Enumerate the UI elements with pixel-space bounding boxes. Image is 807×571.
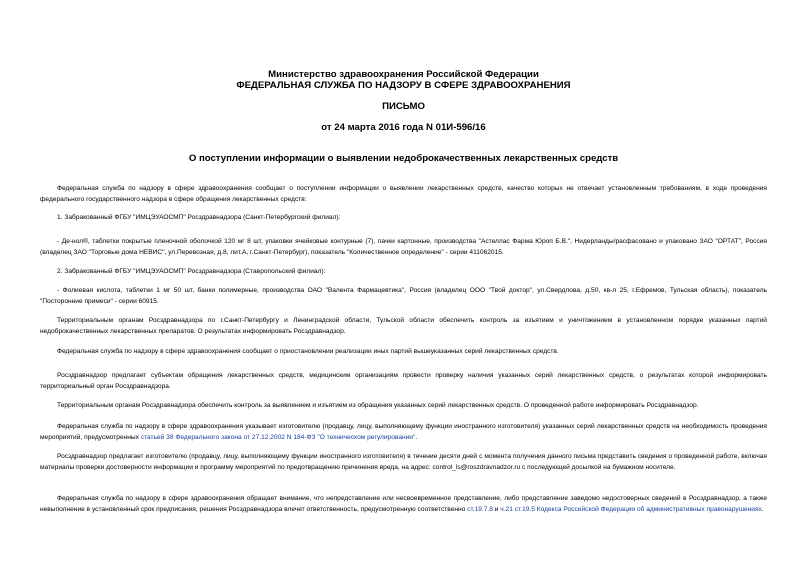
paragraph-liability-notice <box>40 493 767 516</box>
law-article-38-link[interactable]: статьей 38 Федерального закона от 27.12.2002 N 184-ФЗ "О техническом регулировании" <box>140 434 416 442</box>
paragraph-item-2-heading: 2. Забракованный ФГБУ "ИМЦЭУАОСМП" Росздравнадзора (Ставропольский филиал): <box>57 268 326 275</box>
paragraph-withdrawal-control: Территориальным органам Росздравнадзора обеспечить контроль за выявлением и изъятием из обращения указанных серий лекарственных средств. О проведенной работе информировать Росздравнадзор. <box>57 402 699 409</box>
paragraph-text: Федеральная служба по надзору в сфере здравоохранения обращает внимание, что непредставление или несвоевременное представление, либо представление заведомо недостоверных сведений в Росздравнадзор, а также невыполнение в установленный срок предписания, решения Росздравнадзора влечет ответственность, предусмотренную соответственно <box>40 495 767 514</box>
paragraph-item-2-details: - Фолиевая кислота, таблетки 1 мг 50 шт, банки полимерные, производства ОАО "Валента Фармацевтика", Россия (владелец ООО "Твой доктор", ул.Свердлова, д.50, кв-л 25, г.Ефремов, Тульская область), показатель "Посторонние примеси" - серии 60915. <box>40 287 767 306</box>
code-article-19-7-8-link[interactable]: ст.19.7.8 <box>467 506 493 514</box>
paragraph-item-1-details: - Де-нол®, таблетки покрытые пленочной оболочкой 120 мг 8 шт, упаковки ячейковые контурные (7), пачки картонные, производства "Астеллас Фарма Юроп Б.В.", Нидерланды/расфасовано и упаковано ЗАО "ОРТАТ", Россия (владелец ЗАО "Торговые дома НЕВИС", ул.Перевозная, д.8, лит.А, г.Санкт-Петербург), показатель "Количественное определение" - серии 411062015. <box>40 238 767 257</box>
document-date-number: от 24 марта 2016 года N 01И-596/16 <box>321 122 486 133</box>
paragraph-intro: Федеральная служба по надзору в сфере здравоохранения сообщает о поступлении информации о выявлении лекарственных средств, качество которых не отвечает установленным требованиям, в ходе проведения федерального государственного надзора в сфере обращения лекарственных средств: <box>40 185 767 204</box>
ministry-title: Министерство здравоохранения Российской Федерации <box>268 69 539 80</box>
paragraph-territorial-control: Территориальным органам Росздравнадзора по г.Санкт-Петербургу и Ленинградской области, Тульской области обеспечить контроль за изъятием и уничтожением в установленном порядке указанных партий недоброкачественных лекарственных препаратов. О результатах информировать Росздравнадзор. <box>40 317 767 336</box>
agency-title: ФЕДЕРАЛЬНАЯ СЛУЖБА ПО НАДЗОРУ В СФЕРЕ ЗДРАВООХРАНЕНИЯ <box>236 80 571 91</box>
paragraph-text: Федеральная служба по надзору в сфере здравоохранения указывает изготовителю (продавцу, лицу, выполняющему функции иностранного изготовителя) указанных серий лекарственных средств на необходимость проведения мероприятий, предусмотренных <box>40 423 767 442</box>
paragraph-text: . <box>415 434 418 442</box>
paragraph-text: . <box>761 506 764 514</box>
code-article-19-5-link[interactable]: ч.21 ст.19.5 Кодекса Российской Федерации об административных правонарушениях <box>500 506 762 514</box>
document-type: ПИСЬМО <box>382 101 425 112</box>
paragraph-suspension: Федеральная служба по надзору в сфере здравоохранения сообщает о приостановлении реализации иных партий вышеуказанных серий лекарственных средств. <box>57 348 559 355</box>
paragraph-check-proposal: Росздравнадзор предлагает субъектам обращения лекарственных средств, медицинским организациям провести проверку наличия указанных серий лекарственных средств, о результатах которой информировать территориальный орган Росздравнадзора. <box>40 372 767 391</box>
document-subject: О поступлении информации о выявлении недоброкачественных лекарственных средств <box>188 153 619 164</box>
paragraph-report-request: Росздравнадзор предлагает изготовителю (продавцу, лицу, выполняющему функции иностранного изготовителя) в течение десяти дней с момента получения данного письма представить сведения о проведенной работе, включая материалы проверки достоверности информации и программу мероприятий по предотвращению причинения вреда, на адрес: control_ls@roszdravnadzor.ru с последующей досылкой на бумажном носителе. <box>40 453 767 472</box>
paragraph-manufacturer-measures <box>40 421 767 444</box>
paragraph-item-1-heading: 1. Забракованный ФГБУ "ИМЦЭУАОСМП" Росздравнадзора (Санкт-Петербургский филиал): <box>57 214 341 221</box>
paragraph-text: и <box>492 506 501 514</box>
